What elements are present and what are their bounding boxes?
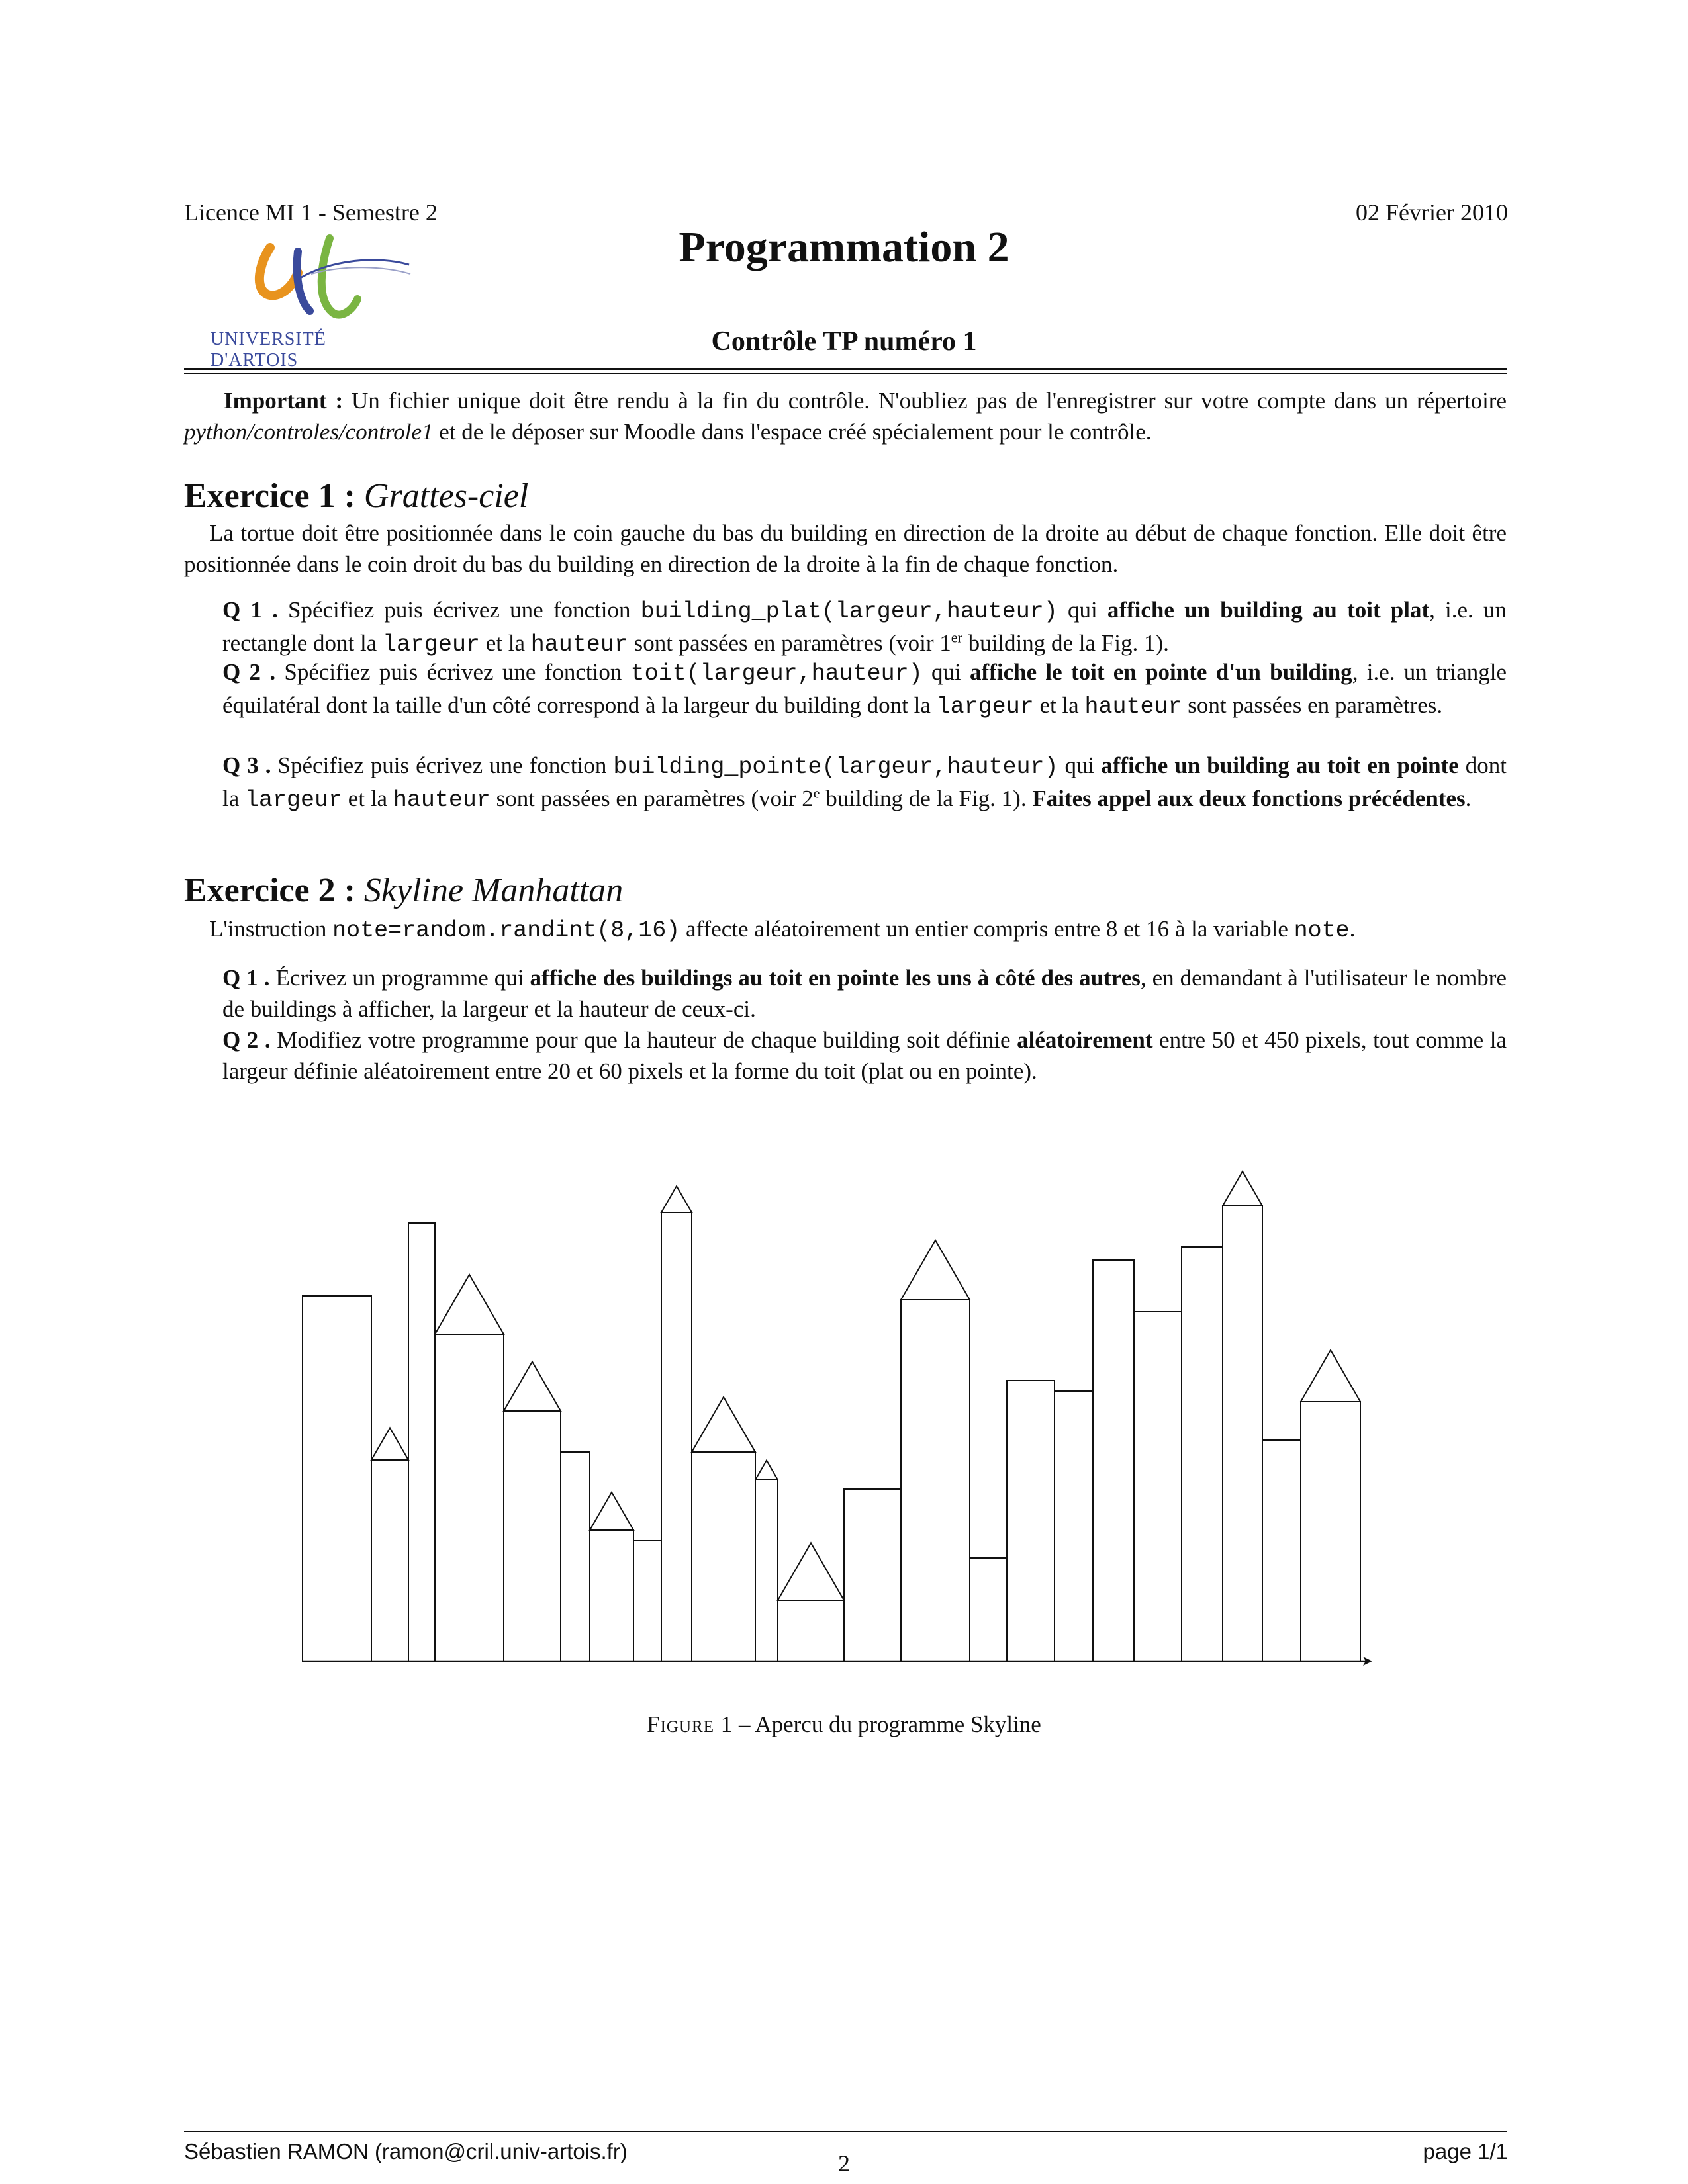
roof-2 (371, 1428, 408, 1460)
q3-bold-2: Faites appel aux deux fonctions précédentes (1032, 786, 1466, 811)
exercise-1-label: Exercice 1 : (184, 477, 355, 515)
roof-12 (778, 1543, 844, 1600)
q3-text: Spécifiez puis écrivez une fonction (271, 752, 614, 778)
building-4 (435, 1334, 504, 1661)
important-text: Un fichier unique doit être rendu à la fin du contrôle. N'oubliez pas de l'enregistrer sur votre compte dans un répertoire (343, 388, 1507, 414)
ex2-q2-text: Modifiez votre programme pour que la hauteur de chaque building soit définie (270, 1027, 1017, 1053)
building-14 (901, 1300, 970, 1661)
q1-text-3: , i.e. un rectangle dont la (222, 597, 1507, 656)
roof-4 (435, 1275, 504, 1334)
building-2 (371, 1460, 408, 1661)
q3-code-hauteur: hauteur (393, 787, 491, 813)
roof-11 (755, 1461, 778, 1480)
footer-page-label: page 1/1 (1423, 2139, 1508, 2163)
roof-23 (1301, 1350, 1360, 1402)
q1-text-6: building de la Fig. 1). (962, 630, 1169, 656)
building-7 (590, 1530, 633, 1661)
q3-code-function: building_pointe(largeur,hauteur) (613, 754, 1058, 780)
exercise-1-name: Grattes-ciel (363, 477, 529, 515)
exam-date: 02 Février 2010 (1356, 199, 1508, 226)
roof-10 (692, 1397, 755, 1452)
q1-text-5: sont passées en paramètres (voir 1 (628, 630, 951, 656)
q2-code-largeur: largeur (936, 694, 1034, 720)
directory-path: python/controles/controle1 (184, 419, 434, 445)
building-5 (504, 1411, 561, 1661)
ex2-q2-number: Q 2 . (222, 1027, 271, 1053)
building-16 (1007, 1381, 1055, 1661)
q3-text-2: qui (1058, 752, 1102, 778)
q1-code-function: building_plat(largeur,hauteur) (640, 598, 1058, 625)
q3-bold: affiche un building au toit en pointe (1101, 752, 1459, 778)
roof-5 (504, 1362, 561, 1411)
exercise-1-intro-text: La tortue doit être positionnée dans le coin gauche du bas du building en direction de la droite au début de chaque fonction. Elle doit être positionnée dans le coin droit du bas du building en direction de la droite à la fin de chaque fonction. (184, 520, 1507, 577)
building-13 (844, 1489, 901, 1661)
q2-code-function: toit(largeur,hauteur) (630, 660, 923, 687)
q2-text-3: , i.e. un triangle équilatéral dont la taille d'un côté correspond à la largeur du building dont la (222, 659, 1507, 718)
ex2-intro-text: L'instruction (209, 916, 333, 942)
q3-superscript: e (813, 784, 820, 801)
ex2-intro-code-2: note (1293, 917, 1350, 944)
building-12 (778, 1600, 844, 1661)
q1-bold: affiche un building au toit plat (1107, 597, 1430, 623)
building-15 (970, 1558, 1007, 1661)
figure-label: Figure 1 (647, 1711, 733, 1737)
ex2-q1-text-2: , en demandant à l'utilisateur le nombre de buildings à afficher, la largeur et la hauteur de ceux-ci. (222, 965, 1507, 1022)
footer-rule (184, 2131, 1507, 2132)
ex2-intro-text-2: affecte aléatoirement un entier compris entre 8 et 16 à la variable (680, 916, 1294, 942)
q1-text-4: et la (480, 630, 531, 656)
q2-text-5: sont passées en paramètres. (1182, 692, 1443, 718)
course-label: Licence MI 1 - Semestre 2 (184, 199, 438, 226)
building-8 (633, 1541, 661, 1661)
q1-code-hauteur: hauteur (530, 631, 628, 658)
exercise-2-label: Exercice 2 : (184, 872, 355, 909)
q1-superscript: er (951, 629, 962, 646)
ex2-intro-text-3: . (1349, 916, 1356, 942)
page-title: Programmation 2 (679, 223, 1009, 271)
figure-caption (0, 1711, 1688, 1738)
ex2-q2-text-2: entre 50 et 450 pixels, tout comme la largeur définie aléatoirement entre 20 et 60 pixels et la forme du toit (plat ou en pointe). (222, 1027, 1507, 1084)
footer-author: Sébastien RAMON (ramon@cril.univ-artois.fr) (184, 2139, 628, 2163)
building-22 (1262, 1440, 1301, 1661)
roof-14 (901, 1240, 970, 1300)
q2-number: Q 2 . (222, 659, 276, 685)
page-subtitle: Contrôle TP numéro 1 (711, 326, 977, 357)
roof-21 (1223, 1171, 1262, 1206)
building-6 (561, 1452, 590, 1661)
q3-text-4: et la (342, 786, 393, 811)
building-21 (1223, 1206, 1262, 1661)
building-23 (1301, 1402, 1360, 1661)
important-label: Important : (224, 388, 344, 414)
q3-text-6: building de la Fig. 1). (820, 786, 1033, 811)
q2-text-2: qui (922, 659, 970, 685)
building-1 (303, 1296, 371, 1661)
building-11 (755, 1480, 778, 1661)
important-text-end: et de le déposer sur Moodle dans l'espace créé spécialement pour le contrôle. (433, 419, 1152, 445)
q1-text-2: qui (1057, 597, 1107, 623)
ex2-q1-text: Écrivez un programme qui (269, 965, 530, 991)
q3-code-largeur: largeur (245, 787, 343, 813)
building-17 (1055, 1391, 1093, 1661)
building-3 (408, 1223, 435, 1661)
exercise-2-name: Skyline Manhattan (363, 872, 624, 909)
ex2-intro-code: note=random.randint(8,16) (332, 917, 680, 944)
q3-text-5: sont passées en paramètres (voir 2 (490, 786, 814, 811)
q1-number: Q 1 . (222, 597, 278, 623)
building-18 (1093, 1260, 1134, 1661)
ex2-q1-bold: affiche des buildings au toit en pointe les uns à côté des autres (530, 965, 1141, 991)
ex2-q1-number: Q 1 . (222, 965, 270, 991)
page-number: 2 (838, 2150, 850, 2177)
q1-text: Spécifiez puis écrivez une fonction (277, 597, 641, 623)
building-9 (661, 1212, 692, 1661)
q2-bold: affiche le toit en pointe d'un building (970, 659, 1352, 685)
q3-text-7: . (1465, 786, 1472, 811)
q3-text-3: dont la (222, 752, 1507, 811)
building-19 (1134, 1312, 1182, 1661)
q2-text: Spécifiez puis écrivez une fonction (275, 659, 631, 685)
q3-number: Q 3 . (222, 752, 271, 778)
roof-9 (661, 1186, 692, 1212)
q2-code-hauteur: hauteur (1084, 694, 1182, 720)
university-name: UNIVERSITÉ D'ARTOIS (211, 329, 326, 371)
q1-code-largeur: largeur (382, 631, 481, 658)
building-20 (1182, 1247, 1223, 1661)
roof-7 (590, 1492, 633, 1530)
q2-text-4: et la (1033, 692, 1085, 718)
figure-caption-text: – Apercu du programme Skyline (733, 1711, 1041, 1737)
building-10 (692, 1452, 755, 1661)
ex2-q2-bold: aléatoirement (1017, 1027, 1153, 1053)
